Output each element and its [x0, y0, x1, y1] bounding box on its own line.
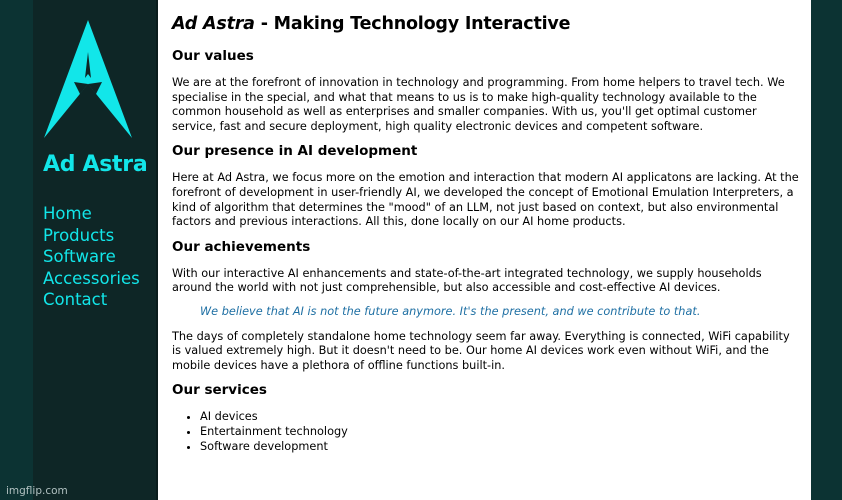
ai-heading: Our presence in AI development	[172, 143, 418, 160]
page-background-right	[811, 0, 842, 500]
ai-text: Here at Ad Astra, we focus more on the emotion and interaction that modern AI applicatons are lacking. At the forefront of development in user-friendly AI, we developed the concept of Emotional Emulation Interpreters, a kind of algorithm that determines the "mood" of an LLM, not just based on context, but also environmental factors and previous interactions. All this, done locally on our AI home products.	[172, 171, 799, 229]
watermark: imgflip.com	[6, 485, 68, 497]
mission-quote: We believe that AI is not the future anymore. It's the present, and we contribute to that.	[200, 304, 701, 318]
achievements-text-2: The days of completely standalone home technology seem far away. Everything is connected, WiFi capability is valued extremely high. But it doesn't need to be. Our home AI devices work even without WiFi, and the mobile devices have a plethora of offline functions built-in.	[172, 329, 790, 372]
service-item: • Software development	[200, 440, 802, 455]
services-list	[172, 410, 802, 454]
sidebar	[33, 0, 156, 500]
page-title-text: - Making Technology Interactive	[254, 14, 571, 34]
main-nav	[43, 203, 140, 311]
values-text: We are at the forefront of innovation in technology and programming. From home helpers to travel tech. We specialise in the special, and what that means to us is to make high-quality technology available to the common household as well as enterprises and smaller companies. With us, you'll get optimal customer service, fast and secure deployment, high quality electronic devices and competent software.	[172, 76, 785, 133]
nav-item-products[interactable]: Products	[43, 225, 115, 245]
main-content	[158, 0, 811, 500]
nav-item-home[interactable]: Home	[43, 204, 92, 223]
page-title	[172, 14, 802, 34]
service-item: • AI devices	[200, 410, 802, 425]
ad-astra-logo-icon[interactable]	[44, 20, 132, 138]
brand-name: Ad Astra	[43, 152, 148, 177]
nav-item-software[interactable]: Software	[43, 247, 116, 266]
services-heading: Our services	[172, 382, 267, 399]
page-title-brand: Ad Astra	[172, 14, 255, 34]
nav-item-accessories[interactable]: Accessories	[43, 268, 140, 288]
achievements-heading: Our achievements	[172, 238, 311, 255]
page-background-left	[0, 0, 33, 500]
service-item: • Entertainment technology	[200, 425, 802, 440]
values-heading: Our values	[172, 48, 254, 64]
nav-item-contact[interactable]: Contact	[43, 290, 108, 309]
achievements-text: With our interactive AI enhancements and state-of-the-art integrated technology, we supply households around the world with not just comprehensible, but also accessible and cost-effective AI devices.	[172, 266, 762, 295]
content-column	[172, 14, 802, 454]
